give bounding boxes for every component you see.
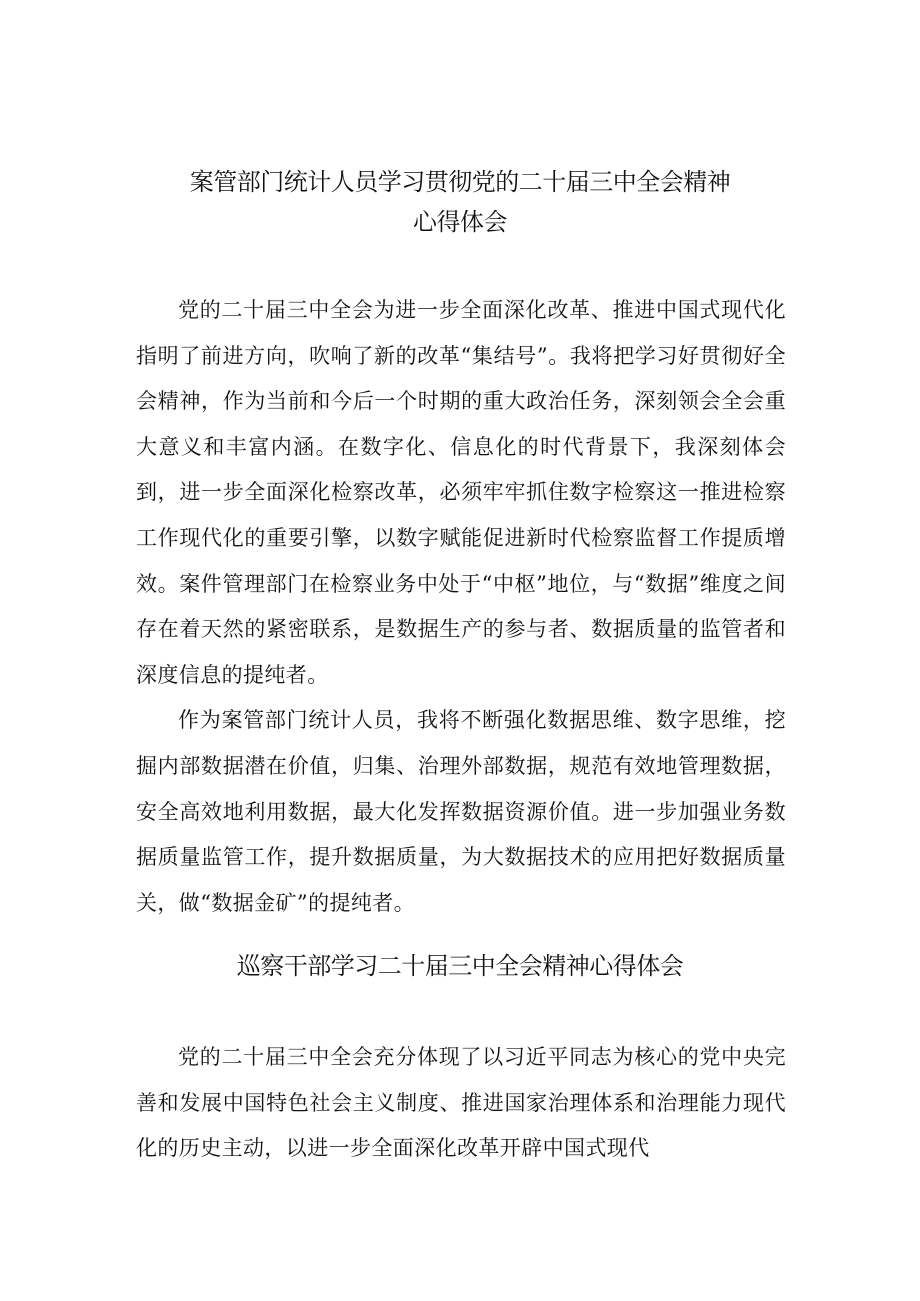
- article-1-paragraph-1: 党的二十届三中全会为进一步全面深化改革、推进中国式现代化指明了前进方向，吹响了新的改革“集结号”。我将把学习好贯彻好全会精神，作为当前和今后一个时期的重大政治任务，深刻领会全会重大意义和丰富内涵。在数字化、信息化的时代背景下，我深刻体会到，进一步全面深化检察改革，必须牢牢抓住数字检察这一推进检察工作现代化的重要引擎，以数字赋能促进新时代检察监督工作提质增效。案件管理部门在检察业务中处于“中枢”地位，与“数据”维度之间存在着天然的紧密联系，是数据生产的参与者、数据质量的监管者和深度信息的提纯者。: [136, 298, 786, 687]
- article-1-paragraph-2: 作为案管部门统计人员，我将不断强化数据思维、数字思维，挖掘内部数据潜在价值，归集、治理外部数据，规范有效地管理数据，安全高效地利用数据，最大化发挥数据资源价值。进一步加强业务数据质量监管工作，提升数据质量，为大数据技术的应用把好数据质量关，做“数据金矿”的提纯者。: [136, 708, 786, 915]
- article-2-title: [0, 946, 920, 986]
- article-2-paragraph-1: 党的二十届三中全会充分体现了以习近平同志为核心的党中央完善和发展中国特色社会主义制度、推进国家治理体系和治理能力现代化的历史主动，以进一步全面深化改革开辟中国式现代: [136, 1045, 786, 1161]
- article-2-body: [136, 1035, 786, 1172]
- article-1-body: [136, 288, 786, 926]
- article-2-title-line: 巡察干部学习二十届三中全会精神心得体会: [236, 952, 684, 980]
- article-1-title-line-1: 案管部门统计人员学习贯彻党的二十届三中全会精神: [189, 168, 731, 196]
- article-1-title: [0, 162, 920, 242]
- article-1-title-line-2: 心得体会: [413, 208, 507, 236]
